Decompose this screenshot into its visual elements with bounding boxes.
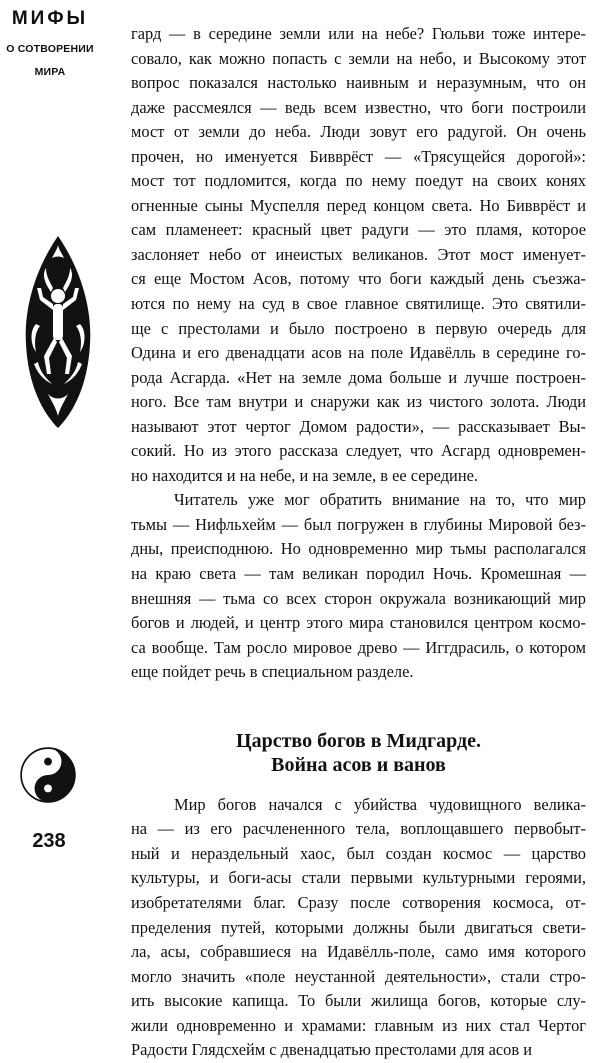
section-subtitle-line2: МИРА <box>34 66 66 78</box>
sidebar-margin <box>0 0 118 872</box>
text-line: совало, как можно попасть с земли на небо, и Высокому этот <box>131 48 586 68</box>
paragraph-1 <box>131 22 586 488</box>
text-line: Одина и его двенадцати асов на поле Идавёлль в середине го- <box>131 343 586 363</box>
chapter-heading <box>131 729 586 777</box>
text-line: огненные сыны Муспелля перед концом света. Но Бивврёст и <box>131 195 586 215</box>
text-line: еще пойдет речь в специальном разделе. <box>131 662 414 682</box>
carved-figure-ornament-icon <box>22 234 94 430</box>
text-line: но находится и на небе, и на земле, в ее середине. <box>131 465 478 485</box>
text-line: рода Асгарда. «Нет на земле дома больше и лучше построен- <box>131 367 586 387</box>
text-line: мост от земли до неба. Люди зовут его радугой. Он очень <box>131 122 586 142</box>
text-line: Радости Глядсхейм с двенадцатью престолами для асов и <box>131 1040 532 1060</box>
text-line: Читатель уже мог обратить внимание на то, что мир <box>174 490 586 510</box>
heading-line1: Царство богов в Мидгарде. <box>236 729 481 752</box>
text-line: ить высокие капища. То были жилища богов, которые слу- <box>131 991 586 1011</box>
yin-yang-icon <box>20 747 76 803</box>
heading-line2: Война асов и ванов <box>271 753 446 776</box>
text-line: гард — в середине земли или на небе? Гюльви тоже интере- <box>131 24 586 43</box>
text-line: могло значить «поле неустанной деятельности», стали стро- <box>131 966 586 986</box>
text-line: пределения путей, которыми должны были двигаться свети- <box>131 917 586 937</box>
text-line: сам пламенеет: красный цвет радуги — это пламя, которое <box>131 220 586 240</box>
text-line: мост тот подломится, когда по нему поедут на своих конях <box>131 171 586 191</box>
text-line: даже рассмеялся — ведь всем известно, что боги построили <box>131 97 586 117</box>
text-line: вопрос показался настолько наивным и неразумным, что он <box>131 73 586 93</box>
text-line: на — из его расчлененного тела, воплощавшего первобыт- <box>131 819 586 839</box>
text-line: ся еще Мостом Асов, потому что боги каждый день съезжа- <box>131 269 586 289</box>
text-line: ного. Все там внутри и снаружи как из чистого золота. Люди <box>131 392 586 412</box>
main-text-column <box>131 22 586 1063</box>
text-line: внешняя — тьма со всех сторон окружала возникающий мир <box>131 588 586 608</box>
section-title: МИФЫ <box>11 8 89 29</box>
text-line: изобретателями благ. Сразу после сотворения космоса, от- <box>131 892 586 912</box>
paragraph-3 <box>131 793 586 1063</box>
paragraph-2 <box>131 488 586 684</box>
text-line: ла, асы, собравшиеся на Идавёлль-поле, само имя которого <box>131 942 586 962</box>
text-line: са вообще. Там росло мировое древо — Иггдрасиль, о котором <box>131 637 586 657</box>
text-line: называют этот чертог Домом радости», — рассказывает Вы- <box>131 416 586 436</box>
section-subtitle-line1: О СОТВОРЕНИИ <box>6 43 94 55</box>
text-line: Мир богов начался с убийства чудовищного велика- <box>174 794 586 814</box>
text-line: заслоняет небо от инеистых великанов. Этот мост именует- <box>131 244 586 264</box>
text-line: дны, преисподнюю. Но одновременно мир тьмы располагался <box>131 539 586 559</box>
text-line: на краю света — там великан породил Ночь. Кромешная — <box>131 564 586 584</box>
text-line: жили одновременно и храмами: главным из них стал Чертог <box>131 1015 586 1035</box>
text-line: прочен, но именуется Бивврёст — «Трясущейся дорогой»: <box>131 146 586 166</box>
text-line: ный и нераздельный хаос, был создан космос — царство <box>131 843 586 863</box>
text-line: ще с престолами и было построено в первую очередь для <box>131 318 586 338</box>
section-subtitle <box>0 38 100 84</box>
text-line: богов и людей, и центр этого мира становился центром космо- <box>131 613 586 633</box>
text-line: сокий. Но из этого рассказа следует, что Асгард одновремен- <box>131 441 586 461</box>
text-line: тьмы — Нифльхейм — был погружен в глубины Мировой без- <box>131 514 586 534</box>
page-number: 238 <box>32 830 66 852</box>
text-line: ются по нему на суд в свое главное святилище. Это святили- <box>131 294 586 314</box>
text-line: культуры, и боги-асы стали первыми культурными героями, <box>131 868 586 888</box>
